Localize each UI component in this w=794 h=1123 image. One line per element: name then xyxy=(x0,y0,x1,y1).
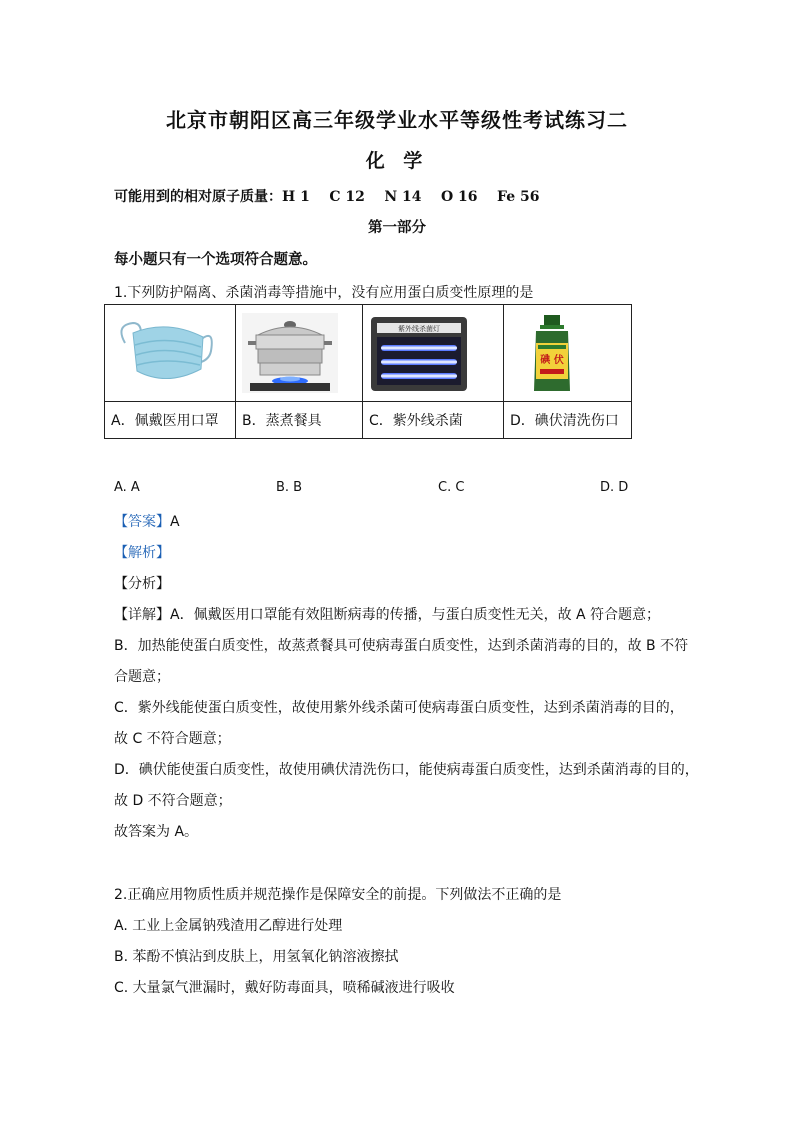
q2-option-b[interactable]: B. 苯酚不慎沾到皮肤上，用氢氧化钠溶液擦拭 xyxy=(114,949,399,965)
q1-choice-a[interactable]: A. A xyxy=(114,480,140,495)
q1-choice-b[interactable]: B. B xyxy=(276,480,303,495)
q1-caption-d: D．碘伏清洗伤口 xyxy=(504,402,632,439)
analysis-tag: 【解析】 xyxy=(114,545,170,561)
detail-tag: 【详解】 xyxy=(114,607,170,623)
instruction-line: 每小题只有一个选项符合题意。 xyxy=(114,251,317,268)
q2-stem: 2.正确应用物质性质并规范操作是保障安全的前提。下列做法不正确的是 xyxy=(114,887,562,903)
answer-tag: 【答案】 xyxy=(114,514,170,530)
q1-stem: 1.下列防护隔离、杀菌消毒等措施中，没有应用蛋白质变性原理的是 xyxy=(114,285,534,301)
q2-option-c[interactable]: C. 大量氯气泄漏时，戴好防毒面具，喷稀碱液进行吸收 xyxy=(114,980,455,996)
q1-caption-b: B．蒸煮餐具 xyxy=(236,402,363,439)
answer-value: A xyxy=(170,514,180,530)
atomic-masses-line: 可能用到的相对原子质量：H 1 C 12 N 14 O 16 Fe 56 xyxy=(114,189,540,205)
q1-options-table xyxy=(104,304,632,439)
detail-line-2: B．加热能使蛋白质变性，故蒸煮餐具可使病毒蛋白质变性，达到杀菌消毒的目的，故 B 不符 xyxy=(114,638,689,654)
detail-line-1 xyxy=(114,604,660,624)
q1-answer-line xyxy=(114,511,180,531)
q1-cell-d-image xyxy=(504,305,632,402)
mask-image xyxy=(111,313,223,393)
q1-cell-b-image xyxy=(236,305,363,402)
uv-lamp-image xyxy=(369,313,469,393)
exam-title: 北京市朝阳区高三年级学业水平等级性考试练习二 xyxy=(166,108,628,132)
detail-text-a: A．佩戴医用口罩能有效阻断病毒的传播，与蛋白质变性无关，故 A 符合题意； xyxy=(170,607,661,623)
q1-caption-c: C．紫外线杀菌 xyxy=(363,402,504,439)
q1-choices xyxy=(114,480,634,500)
fenxi-tag: 【分析】 xyxy=(114,576,170,592)
bottle-label: 碘 伏 xyxy=(540,355,564,366)
lamp-label: 紫外线杀菌灯 xyxy=(398,325,440,333)
detail-line-8: 故答案为 A。 xyxy=(114,824,199,840)
q1-choice-c[interactable]: C. C xyxy=(438,480,465,495)
detail-line-4: C．紫外线能使蛋白质变性，故使用紫外线杀菌可使病毒蛋白质变性，达到杀菌消毒的目的， xyxy=(114,700,684,716)
q1-choice-d[interactable]: D. D xyxy=(600,480,629,495)
detail-line-6: D．碘伏能使蛋白质变性，故使用碘伏清洗伤口，能使病毒蛋白质变性，达到杀菌消毒的目的， xyxy=(114,762,699,778)
q2-option-a[interactable]: A. 工业上金属钠残渣用乙醇进行处理 xyxy=(114,918,343,934)
detail-line-7: 故 D 不符合题意； xyxy=(114,793,232,809)
steamer-image xyxy=(242,313,338,393)
subject-title: 化 学 xyxy=(365,150,429,172)
part-heading: 第一部分 xyxy=(368,219,426,236)
iodophor-bottle-image xyxy=(504,313,604,393)
detail-line-5: 故 C 不符合题意； xyxy=(114,731,231,747)
q1-cell-c-image xyxy=(363,305,504,402)
detail-line-3: 合题意； xyxy=(114,669,170,685)
q1-caption-a: A．佩戴医用口罩 xyxy=(105,402,236,439)
q1-cell-a-image xyxy=(105,305,236,402)
